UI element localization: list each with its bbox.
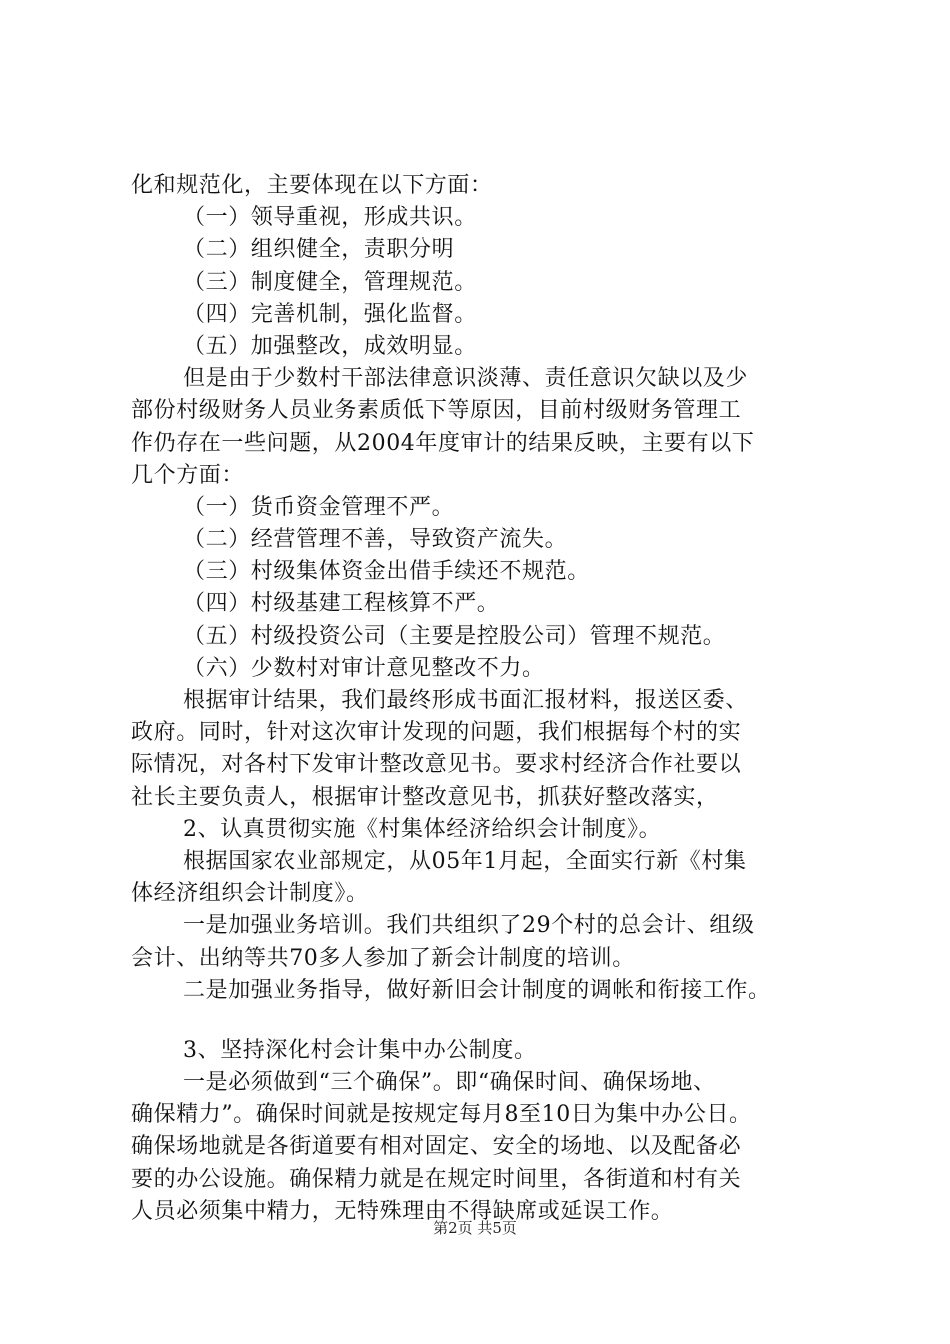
section-heading: 3、坚持深化村会计集中办公制度。 xyxy=(183,1037,537,1063)
paragraph-start: 二是加强业务指导，做好新旧会计制度的调帐和衔接工作。 xyxy=(183,977,771,1003)
text-line: 政府。同时，针对这次审计发现的问题，我们根据每个村的实 xyxy=(131,720,742,746)
list-item: （一）领导重视，形成共识。 xyxy=(183,205,477,231)
list-item: （二）经营管理不善，导致资产流失。 xyxy=(183,527,568,553)
paragraph-start: 一是加强业务培训。我们共组织了29个村的总会计、组级 xyxy=(183,913,755,939)
text-line: 体经济组织会计制度》。 xyxy=(131,881,369,907)
text-line: 确保精力”。确保时间就是按规定每月8至10日为集中办公日。 xyxy=(131,1102,752,1128)
list-item: （四）村级基建工程核算不严。 xyxy=(183,591,500,617)
text-line: 会计、出纳等共70多人参加了新会计制度的培训。 xyxy=(131,945,635,971)
list-item: （二）组织健全，责职分明 xyxy=(183,237,455,263)
text-line: 要的办公设施。确保精力就是在规定时间里，各街道和村有关 xyxy=(131,1166,742,1192)
document-body xyxy=(131,170,851,1228)
list-item: （五）村级投资公司（主要是控股公司）管理不规范。 xyxy=(183,623,726,649)
section-heading: 2、认真贯彻实施《村集体经济给织会计制度》。 xyxy=(183,816,662,842)
list-item: （一）货币资金管理不严。 xyxy=(183,494,455,520)
text-line: 几个方面： xyxy=(131,462,245,488)
text-line: 社长主要负责人，根据审计整改意见书，抓获好整改落实， xyxy=(131,784,719,810)
list-item: （五）加强整改，成效明显。 xyxy=(183,333,477,359)
paragraph-start: 一是必须做到“三个确保”。即“确保时间、确保场地、 xyxy=(183,1070,716,1096)
list-item: （三）制度健全，管理规范。 xyxy=(183,269,477,295)
list-item: （六）少数村对审计意见整改不力。 xyxy=(183,655,545,681)
text-line: 际情况，对各村下发审计整改意见书。要求村经济合作社要以 xyxy=(131,752,742,778)
paragraph-start: 根据审计结果，我们最终形成书面汇报材料，报送区委、 xyxy=(183,688,749,713)
paragraph-gap xyxy=(131,1007,851,1035)
list-item: （四）完善机制，强化监督。 xyxy=(183,301,477,327)
paragraph-start: 根据国家农业部规定，从05年1月起，全面实行新《村集 xyxy=(183,848,747,874)
text-line: 作仍存在一些问题，从2004年度审计的结果反映，主要有以下 xyxy=(131,430,755,456)
page-footer: 第2页 共5页 xyxy=(433,1219,517,1237)
text-line: 部份村级财务人员业务素质低下等原因，目前村级财务管理工 xyxy=(131,398,742,424)
list-item: （三）村级集体资金出借手续还不规范。 xyxy=(183,559,590,585)
text-line: 人员必须集中精力，无特殊理由不得缺席或延误工作。 xyxy=(131,1198,674,1224)
text-line: 确保场地就是各街道要有相对固定、安全的场地、以及配备必 xyxy=(131,1134,742,1160)
text-line: 化和规范化，主要体现在以下方面： xyxy=(131,173,493,198)
paragraph-start: 但是由于少数村干部法律意识淡薄、责任意识欠缺以及少 xyxy=(183,366,749,392)
